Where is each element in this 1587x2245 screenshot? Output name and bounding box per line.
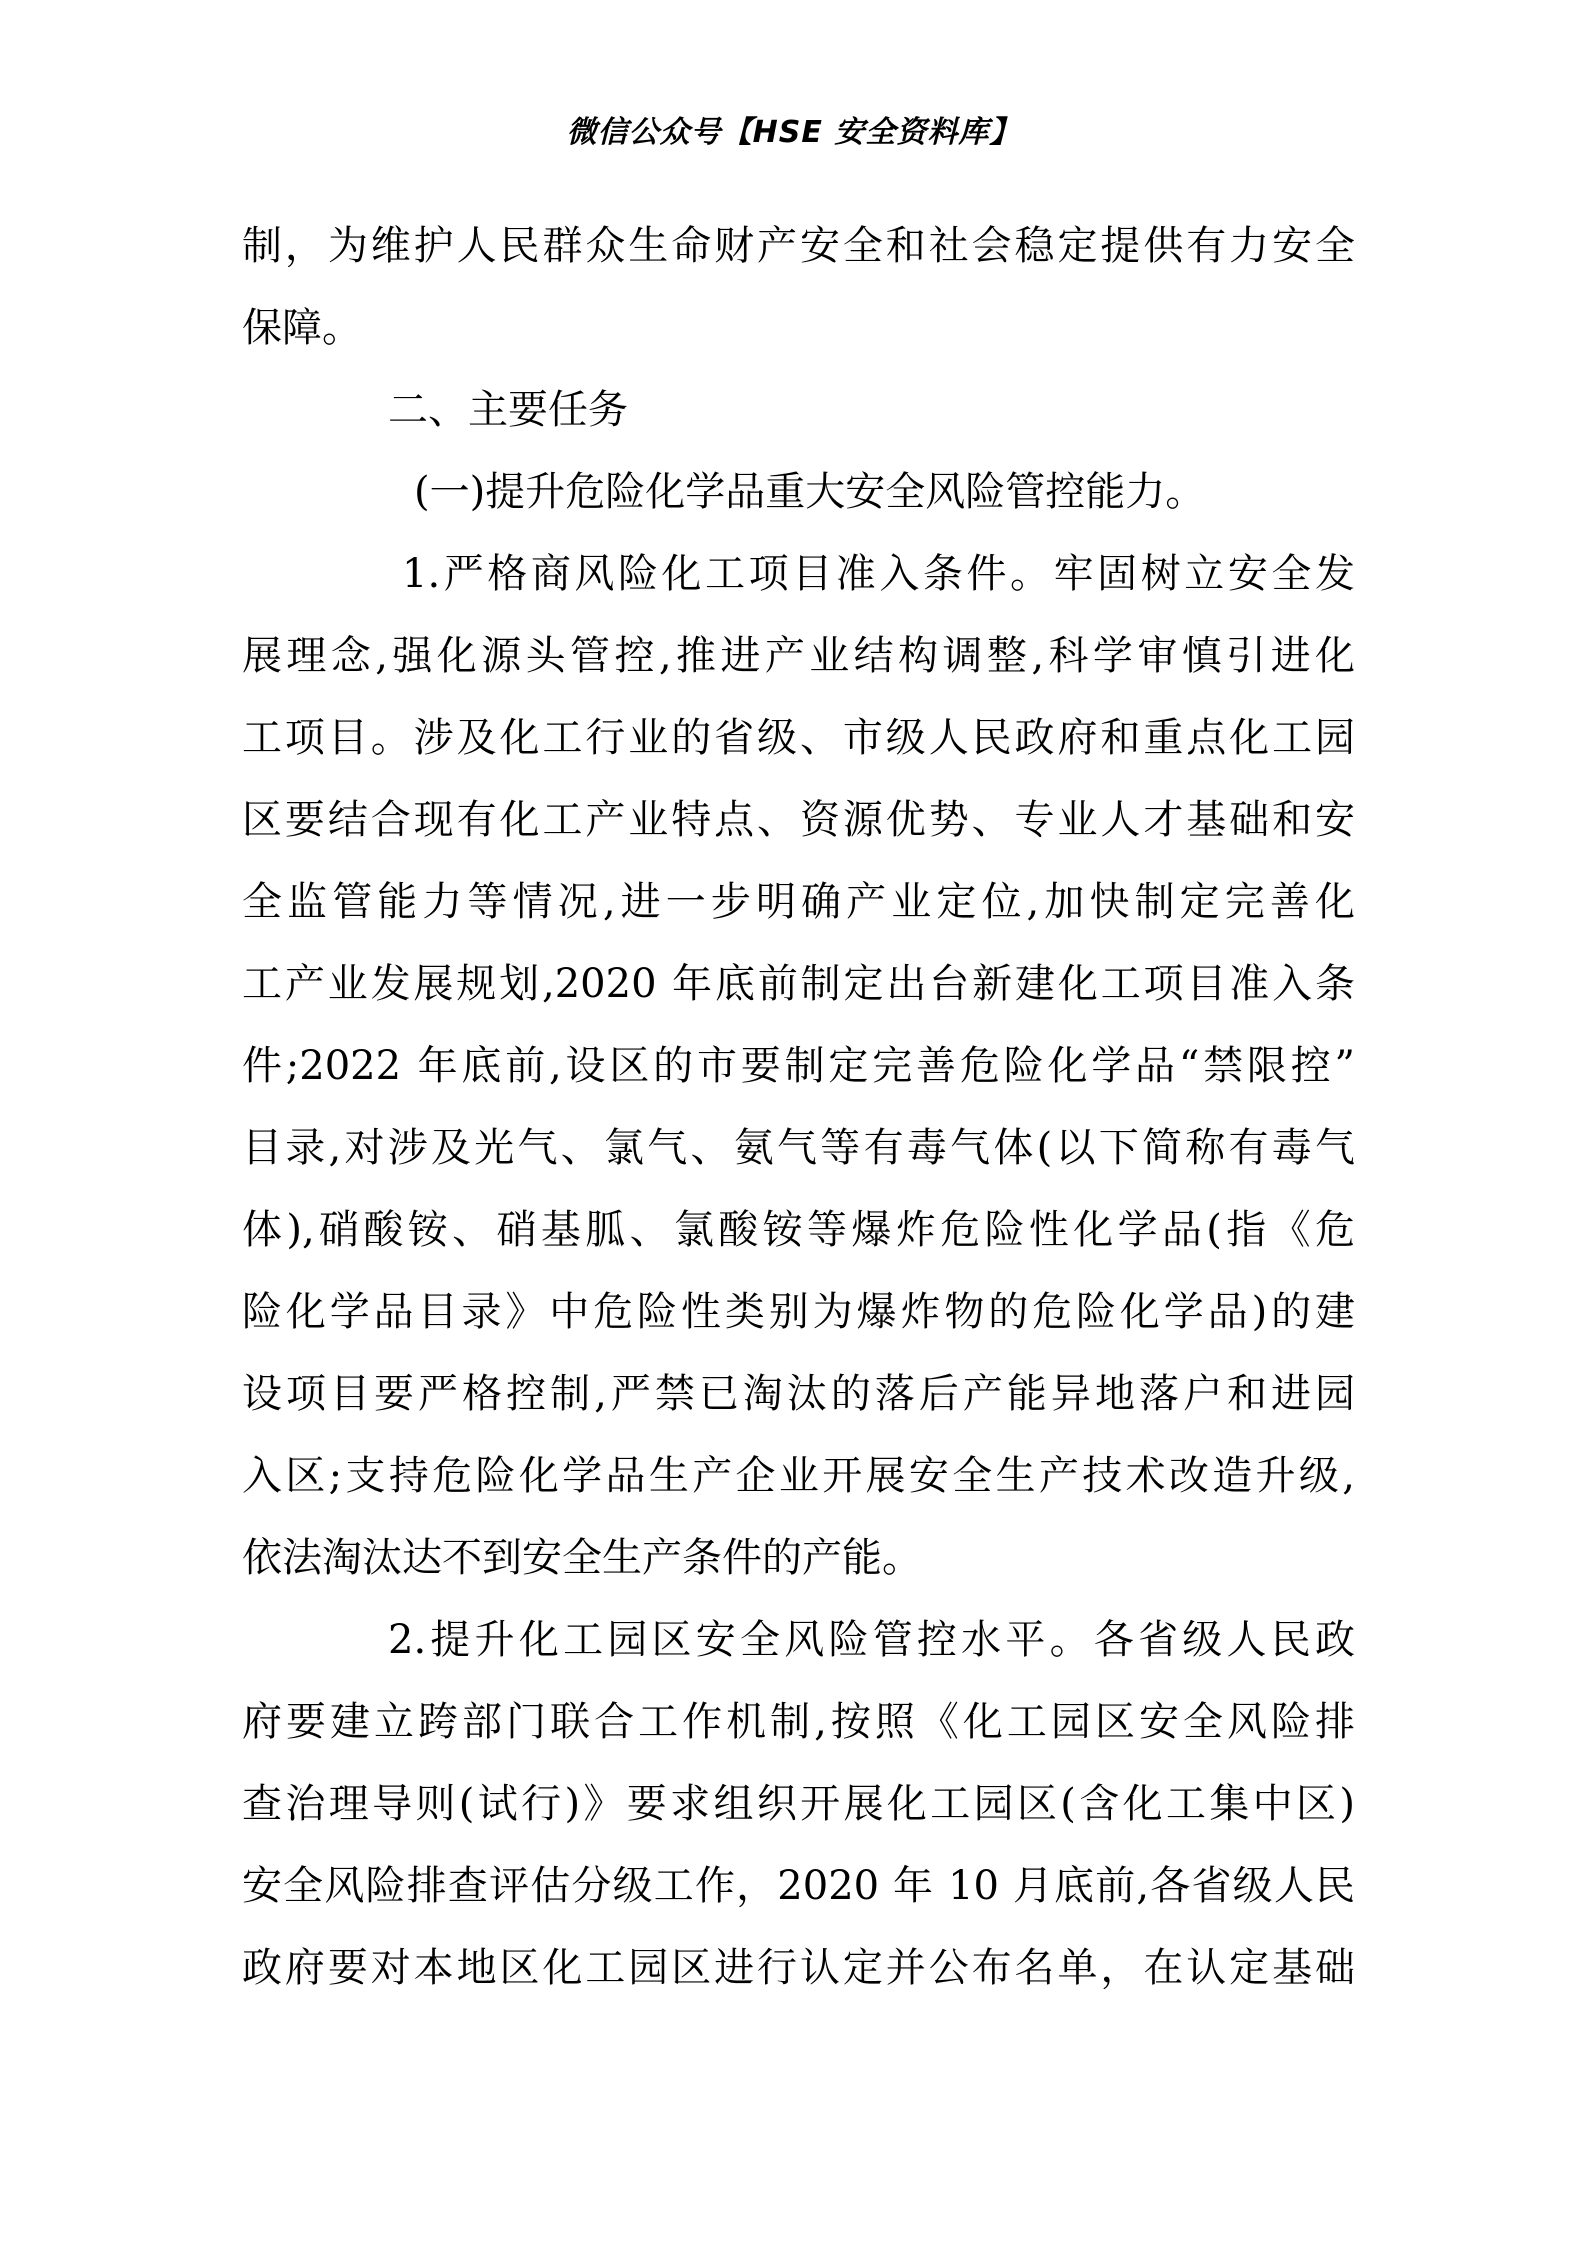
paragraph-line: 制，为维护人民群众生命财产安全和社会稳定提供有力安全 xyxy=(242,223,1355,269)
paragraph-line: 依法淘汰达不到安全生产条件的产能。 xyxy=(242,1535,922,1581)
paragraph-line: 保障。 xyxy=(242,305,362,351)
paragraph-line: 险化学品目录》中危险性类别为爆炸物的危险化学品)的建 xyxy=(242,1289,1355,1335)
section-heading: 二、主要任务 xyxy=(388,387,628,433)
paragraph-line: 设项目要严格控制,严禁已淘汰的落后产能异地落户和进园 xyxy=(242,1371,1355,1417)
paragraph-line: 目录,对涉及光气、氯气、氨气等有毒气体(以下简称有毒气 xyxy=(242,1125,1355,1171)
page-header: 微信公众号【HSE 安全资料库】 xyxy=(566,115,1021,150)
paragraph-line: 入区;支持危险化学品生产企业开展安全生产技术改造升级, xyxy=(242,1453,1355,1499)
paragraph-line: 政府要对本地区化工园区进行认定并公布名单，在认定基础 xyxy=(242,1945,1355,1991)
document-body xyxy=(242,205,1355,2009)
paragraph-line: 2.提升化工园区安全风险管控水平。各省级人民政 xyxy=(388,1617,1355,1663)
paragraph-line: 安全风险排查评估分级工作，2020 年 10 月底前,各省级人民 xyxy=(242,1863,1355,1909)
paragraph-line: 府要建立跨部门联合工作机制,按照《化工园区安全风险排 xyxy=(242,1699,1355,1745)
paragraph-line: 工项目。涉及化工行业的省级、市级人民政府和重点化工园 xyxy=(242,715,1355,761)
paragraph-line: 查治理导则(试行)》要求组织开展化工园区(含化工集中区) xyxy=(242,1781,1355,1827)
subsection-heading: (一)提升危险化学品重大安全风险管控能力。 xyxy=(414,469,1206,515)
paragraph-line: 1.严格商风险化工项目准入条件。牢固树立安全发 xyxy=(402,551,1355,597)
paragraph-line: 工产业发展规划,2020 年底前制定出台新建化工项目准入条 xyxy=(242,961,1355,1007)
paragraph-line: 体),硝酸铵、硝基胍、氯酸铵等爆炸危险性化学品(指《危 xyxy=(242,1207,1355,1253)
paragraph-line: 全监管能力等情况,进一步明确产业定位,加快制定完善化 xyxy=(242,879,1355,925)
paragraph-line: 件;2022 年底前,设区的市要制定完善危险化学品“禁限控” xyxy=(242,1043,1355,1089)
paragraph-line: 区要结合现有化工产业特点、资源优势、专业人才基础和安 xyxy=(242,797,1355,843)
paragraph-line: 展理念,强化源头管控,推进产业结构调整,科学审慎引进化 xyxy=(242,633,1355,679)
